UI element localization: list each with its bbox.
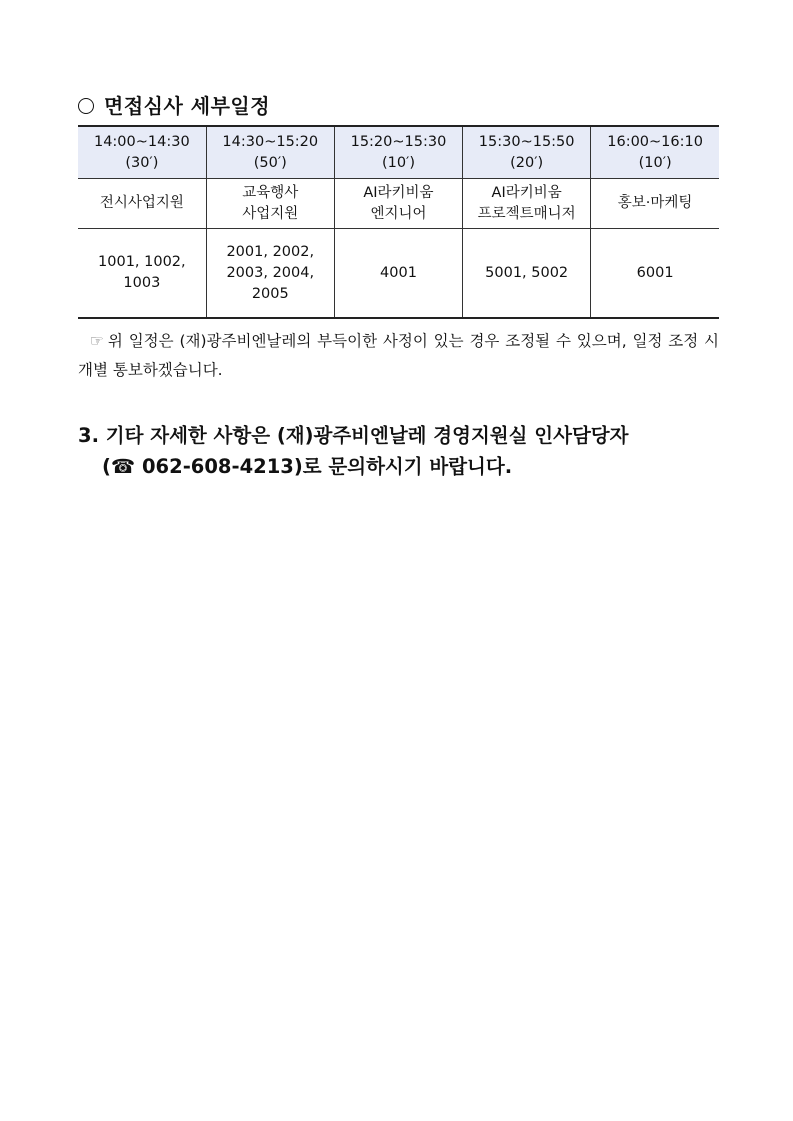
department-row — [78, 179, 719, 229]
applicant-number-cell: 4001 — [334, 229, 462, 319]
schedule-note — [78, 327, 719, 385]
applicant-number-cell: 1001, 1002, 1003 — [78, 229, 206, 319]
applicant-number-cell: 2001, 2002, 2003, 2004, 2005 — [206, 229, 334, 319]
time-slot-cell: 15:30~15:50 (20′) — [463, 126, 591, 179]
time-slot-cell: 14:00~14:30 (30′) — [78, 126, 206, 179]
time-slot-cell: 16:00~16:10 (10′) — [591, 126, 719, 179]
pointing-hand-icon: ☞ — [90, 332, 104, 350]
applicant-number-cell: 5001, 5002 — [463, 229, 591, 319]
department-cell: 홍보·마케팅 — [591, 179, 719, 229]
time-slot-row — [78, 126, 719, 179]
department-cell: AI라키비움 엔지니어 — [334, 179, 462, 229]
applicant-number-row — [78, 229, 719, 319]
section-heading — [78, 90, 270, 119]
department-cell: 교육행사 사업지원 — [206, 179, 334, 229]
note-text: 위 일정은 (재)광주비엔날레의 부득이한 사정이 있는 경우 조정될 수 있으며, 일정 조정 시 개별 통보하겠습니다. — [78, 332, 719, 379]
section-heading-text: 면접심사 세부일정 — [104, 94, 271, 118]
applicant-number-cell: 6001 — [591, 229, 719, 319]
interview-schedule-table — [78, 125, 719, 319]
time-slot-cell: 14:30~15:20 (50′) — [206, 126, 334, 179]
contact-info — [78, 420, 728, 482]
department-cell: AI라키비움 프로젝트매니저 — [463, 179, 591, 229]
contact-line-1: 3. 기타 자세한 사항은 (재)광주비엔날레 경영지원실 인사담당자 — [78, 424, 629, 447]
time-slot-cell: 15:20~15:30 (10′) — [334, 126, 462, 179]
department-cell: 전시사업지원 — [78, 179, 206, 229]
contact-line-2: (☎ 062-608-4213)로 문의하시기 바랍니다. — [102, 455, 513, 478]
circle-bullet-icon — [78, 98, 94, 114]
